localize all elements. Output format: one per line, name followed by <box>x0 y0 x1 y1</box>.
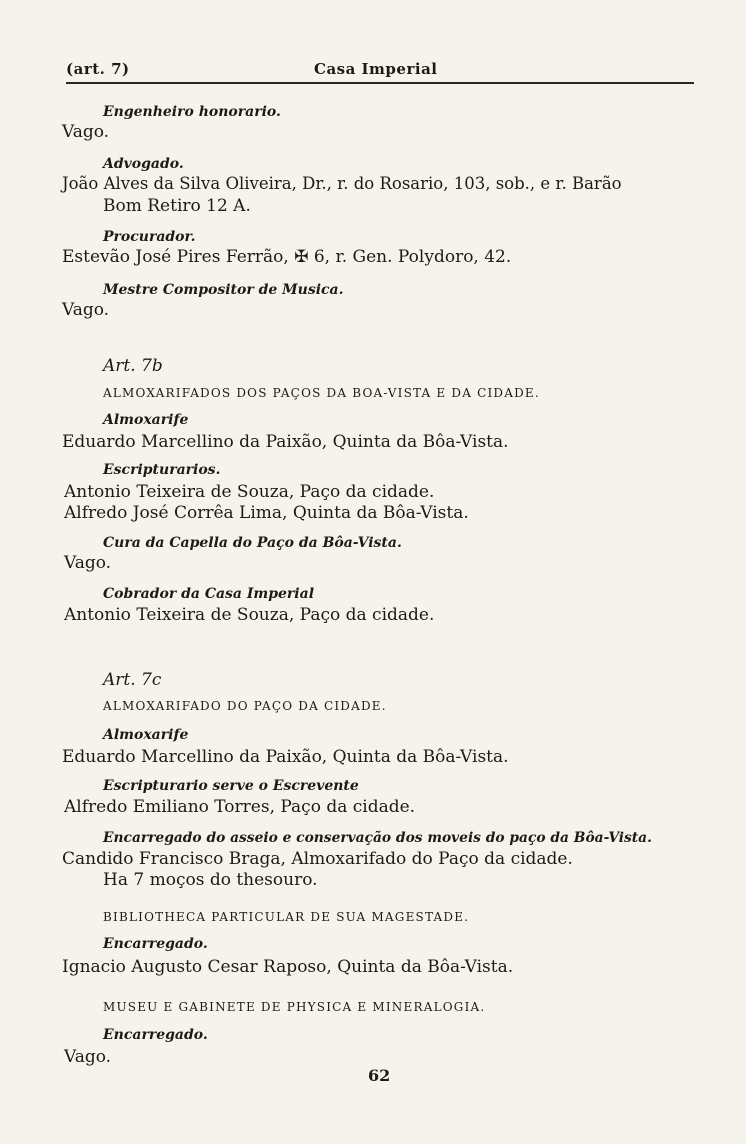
entry-escripturarios-line2: Alfredo José Corrêa Lima, Quinta da Bôa-Vista. <box>64 503 469 523</box>
role-engenheiro: Engenheiro honorario. <box>103 104 281 120</box>
article-7b-heading: ALMOXARIFADOS DOS PAÇOS DA BOA-VISTA E DA CIDADE. <box>103 386 540 400</box>
role-escripturario: Escripturario serve o Escrevente <box>103 778 359 794</box>
museu-heading: MUSEU E GABINETE DE PHYSICA E MINERALOGIA. <box>103 1000 486 1014</box>
entry-procurador: Estevão José Pires Ferrão, ✠ 6, r. Gen. Polydoro, 42. <box>62 247 512 267</box>
header-article: (art. 7) <box>66 60 130 78</box>
entry-escripturarios-line1: Antonio Teixeira de Souza, Paço da cidade. <box>64 482 435 502</box>
entry-advogado-line1: João Alves da Silva Oliveira, Dr., r. do Rosario, 103, sob., e r. Barão <box>62 174 622 193</box>
entry-almoxarife-7b: Eduardo Marcellino da Paixão, Quinta da Bôa-Vista. <box>62 432 509 452</box>
role-procurador: Procurador. <box>103 229 196 245</box>
running-header <box>66 60 694 84</box>
entry-mestre-compositor: Vago. <box>62 300 110 320</box>
role-cura-capella: Cura da Capella do Paço da Bôa-Vista. <box>103 535 402 551</box>
bibliotheca-heading: BIBLIOTHECA PARTICULAR DE SUA MAGESTADE. <box>103 910 470 924</box>
entry-advogado-line2: Bom Retiro 12 A. <box>103 196 251 216</box>
entry-escripturario: Alfredo Emiliano Torres, Paço da cidade. <box>64 797 416 817</box>
role-almoxarife-7b: Almoxarife <box>103 412 189 428</box>
entry-cobrador: Antonio Teixeira de Souza, Paço da cidade. <box>64 605 435 625</box>
entry-encarregado-museu: Vago. <box>64 1047 112 1067</box>
entry-engenheiro: Vago. <box>62 122 110 142</box>
article-7c-heading: ALMOXARIFADO DO PAÇO DA CIDADE. <box>103 699 387 713</box>
article-7c-title: Art. 7c <box>103 670 162 690</box>
article-7b-title: Art. 7b <box>103 356 163 376</box>
role-mestre-compositor: Mestre Compositor de Musica. <box>103 282 344 298</box>
entry-almoxarife-7c: Eduardo Marcellino da Paixão, Quinta da Bôa-Vista. <box>62 747 509 767</box>
role-encarregado-museu: Encarregado. <box>103 1027 208 1043</box>
entry-encarregado-asseio-line1: Candido Francisco Braga, Almoxarifado do Paço da cidade. <box>62 849 573 869</box>
header-title: Casa Imperial <box>314 60 438 78</box>
entry-cura-capella: Vago. <box>64 553 112 573</box>
role-almoxarife-7c: Almoxarife <box>103 727 189 743</box>
entry-encarregado-bibliotheca: Ignacio Augusto Cesar Raposo, Quinta da Bôa-Vista. <box>62 957 514 977</box>
role-encarregado-asseio: Encarregado do asseio e conservação dos moveis do paço da Bôa-Vista. <box>103 830 652 846</box>
role-escripturarios: Escripturarios. <box>103 462 221 478</box>
entry-encarregado-asseio-line2: Ha 7 moços do thesouro. <box>103 870 318 890</box>
role-cobrador: Cobrador da Casa Imperial <box>103 586 315 602</box>
role-encarregado-bibliotheca: Encarregado. <box>103 936 208 952</box>
page-number: 62 <box>368 1066 391 1085</box>
role-advogado: Advogado. <box>103 156 184 172</box>
